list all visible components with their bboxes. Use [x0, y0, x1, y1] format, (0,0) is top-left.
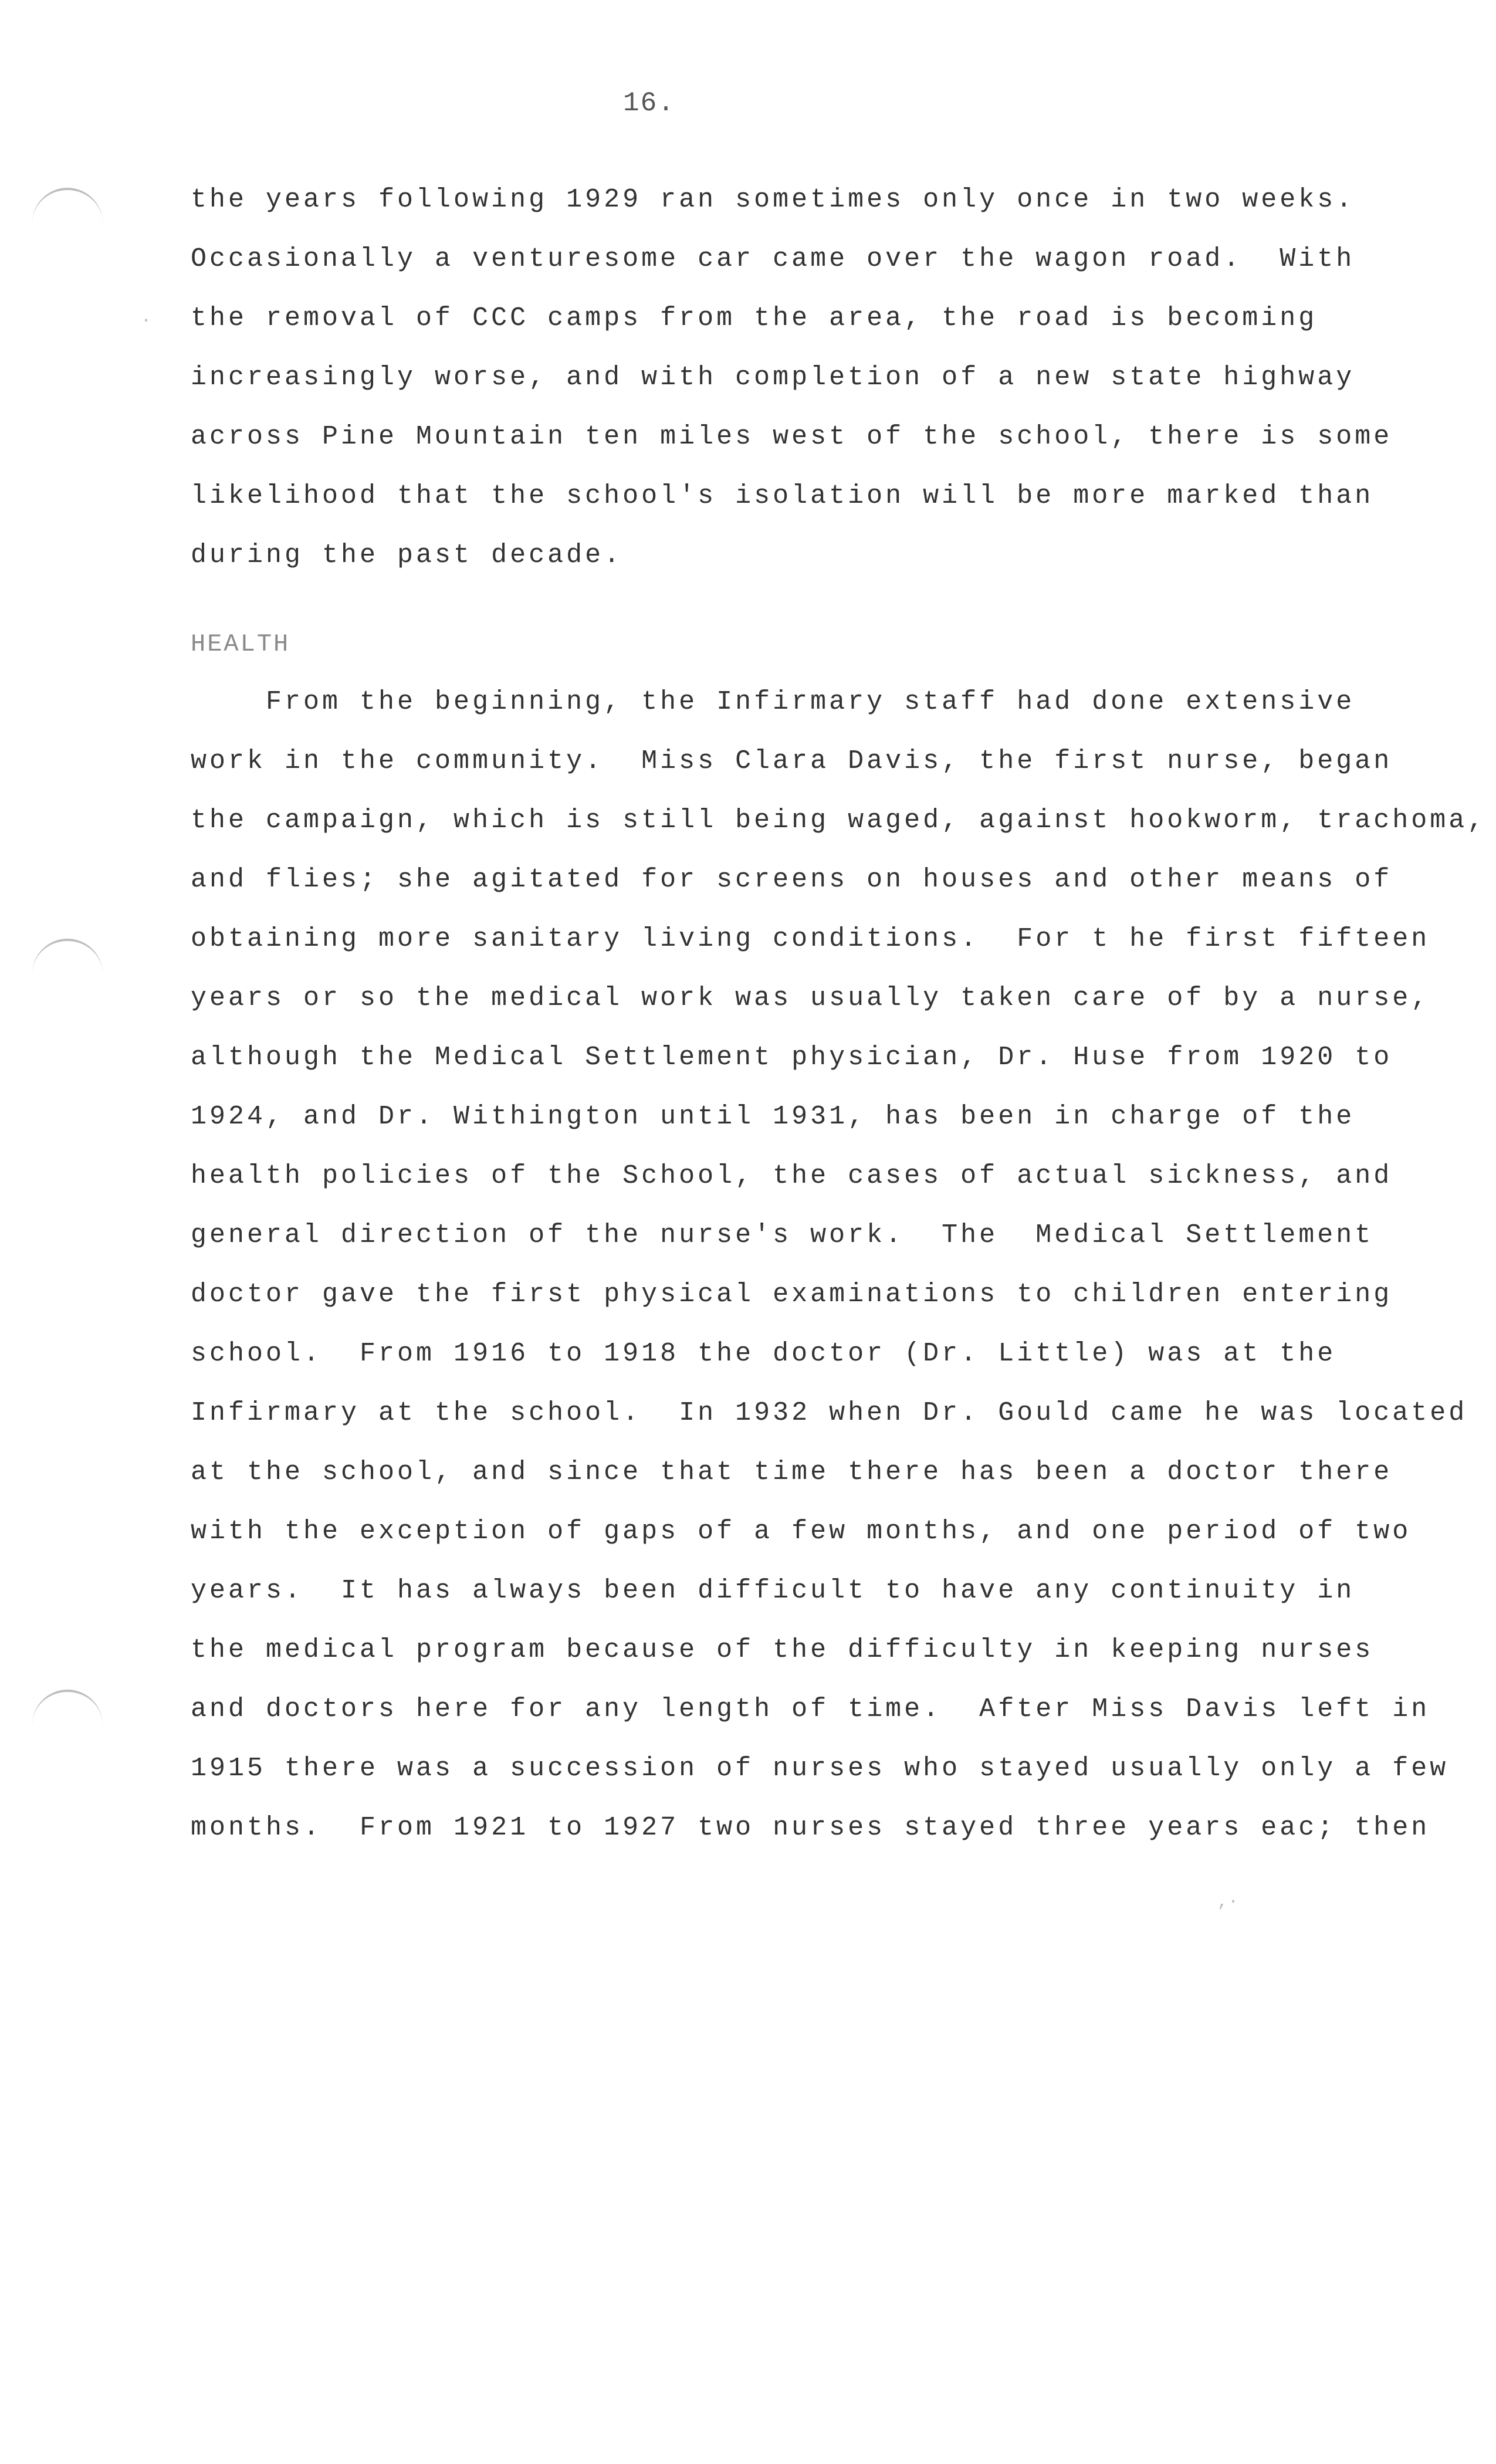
text-line: and flies; she agitated for screens on houses and other means of	[191, 865, 1393, 895]
paragraph-health	[191, 672, 1487, 1857]
text-line: across Pine Mountain ten miles west of the school, there is some	[191, 422, 1393, 452]
text-line: school. From 1916 to 1918 the doctor (Dr. Little) was at the	[191, 1339, 1336, 1369]
text-line: general direction of the nurse's work. The Medical Settlement	[191, 1220, 1374, 1250]
text-line: the medical program because of the difficulty in keeping nurses	[191, 1635, 1374, 1665]
text-line: during the past decade.	[191, 540, 623, 570]
punch-hole-mark	[32, 939, 103, 976]
text-line: although the Medical Settlement physician, Dr. Huse from 1920 to	[191, 1043, 1393, 1072]
text-line: work in the community. Miss Clara Davis, the first nurse, began	[191, 746, 1393, 776]
text-line: the removal of CCC camps from the area, the road is becoming	[191, 303, 1318, 333]
section-heading: HEALTH	[191, 630, 290, 658]
text-line: likelihood that the school's isolation will be more marked than	[191, 481, 1374, 511]
text-line: Infirmary at the school. In 1932 when Dr. Gould came he was located	[191, 1398, 1468, 1428]
text-line: 1915 there was a succession of nurses who stayed usually only a few	[191, 1754, 1449, 1783]
text-line: 1924, and Dr. Withington until 1931, has been in charge of the	[191, 1102, 1355, 1132]
text-line: obtaining more sanitary living conditions. For t he first fifteen	[191, 924, 1430, 954]
stray-mark: ·	[141, 311, 152, 331]
text-line: From the beginning, the Infirmary staff had done extensive	[191, 687, 1355, 717]
text-line: doctor gave the first physical examinations to children entering	[191, 1280, 1393, 1309]
text-line: the campaign, which is still being waged, against hookworm, trachoma,	[191, 805, 1487, 835]
text-line: at the school, and since that time there has been a doctor there	[191, 1457, 1393, 1487]
text-line: with the exception of gaps of a few months, and one period of two	[191, 1517, 1412, 1546]
text-line: and doctors here for any length of time. After Miss Davis left in	[191, 1694, 1430, 1724]
stray-mark: ,·	[1217, 1892, 1239, 1912]
text-line: years or so the medical work was usually taken care of by a nurse,	[191, 983, 1430, 1013]
text-line: Occasionally a venturesome car came over the wagon road. With	[191, 244, 1355, 274]
paragraph-transport	[191, 170, 1411, 585]
punch-hole-mark	[32, 1690, 103, 1727]
text-line: increasingly worse, and with completion of a new state highway	[191, 363, 1355, 392]
text-line: years. It has always been difficult to have any continuity in	[191, 1576, 1355, 1606]
text-line: months. From 1921 to 1927 two nurses stayed three years eac; then	[191, 1813, 1430, 1843]
text-line: the years following 1929 ran sometimes only once in two weeks.	[191, 185, 1355, 215]
page-number: 16.	[623, 88, 675, 119]
text-line: health policies of the School, the cases of actual sickness, and	[191, 1161, 1393, 1191]
punch-hole-mark	[32, 188, 103, 225]
